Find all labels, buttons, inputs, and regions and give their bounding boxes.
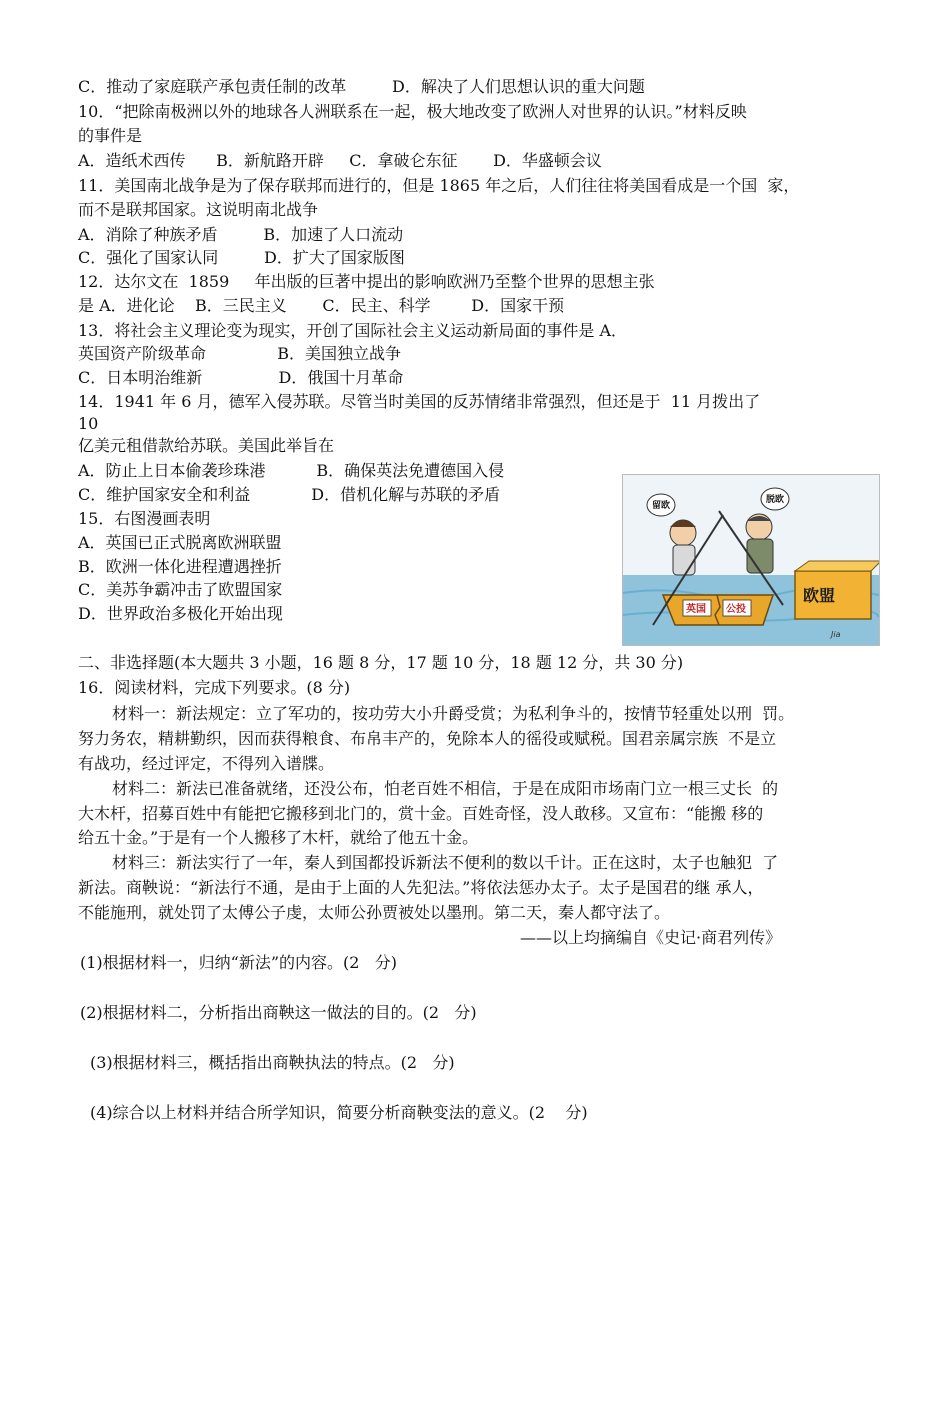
q16-part3: (3)根据材料三，概括指出商鞅执法的特点。(2 分) — [90, 1053, 455, 1072]
bubble-remain: 留欧 — [652, 501, 671, 511]
q13-stem: 13．将社会主义理论变为现实，开创了国际社会主义运动新局面的事件是 A． — [78, 321, 628, 340]
q11-options-ab: A．消除了种族矛盾 B．加速了人口流动 — [78, 225, 404, 244]
q10-options: A．造纸术西传 B．新航路开辟 C．拿破仑东征 D．华盛顿会议 — [78, 151, 602, 170]
material-three-cont2: 不能施刑，就处罚了太傅公子虔，太师公孙贾被处以墨刑。第二天，秦人都守法了。 — [78, 903, 671, 922]
q15-option-a: A．英国已正式脱离欧洲联盟 — [78, 533, 282, 552]
material-two-cont: 大木杆，招募百姓中有能把它搬移到北门的，赏十金。百姓奇怪，没人敢移。又宣布：“能搬 移的 — [78, 804, 764, 823]
q10-stem-cont: 的事件是 — [78, 126, 143, 145]
q14-options-cd: C．维护国家安全和利益 D．借机化解与苏联的矛盾 — [78, 485, 501, 504]
q10-stem: 10．“把除南极洲以外的地球各人洲联系在一起，极大地改变了欧洲人对世界的认识。”材料反映 — [78, 102, 747, 121]
q11-stem-cont: 而不是联邦国家。这说明南北战争 — [78, 200, 319, 219]
q16-part4: (4)综合以上材料并结合所学知识，简要分析商鞅变法的意义。(2 分) — [90, 1103, 588, 1122]
artist-signature: Jia — [831, 630, 841, 639]
q14-stem-cont2: 亿美元租借款给苏联。美国此举旨在 — [78, 436, 335, 455]
material-one-cont: 努力务农，精耕勤织，因而获得粮食、布帛丰产的，免除本人的徭役或赋税。国君亲属宗族 不是立 — [78, 729, 777, 748]
boat-label-referendum: 公投 — [726, 604, 746, 615]
material-one: 材料一：新法规定：立了军功的，按功劳大小升爵受赏；为私利争斗的，按情节轻重处以刑 罚。 — [112, 704, 795, 723]
q16-part2: (2)根据材料二，分析指出商鞅这一做法的目的。(2 分) — [80, 1003, 477, 1022]
q12-stem: 12．达尔文在 1859 年出版的巨著中提出的影响欧洲乃至整个世界的思想主张 — [78, 272, 655, 291]
material-three-cont: 新法。商鞅说：“新法行不通，是由于上面的人先犯法。”将依法惩办太子。太子是国君的继 承人， — [78, 878, 764, 897]
q13-options-cd: C．日本明治维新 D．俄国十月革命 — [78, 368, 404, 387]
eu-box-label: 欧盟 — [803, 586, 836, 605]
material-three: 材料三：新法实行了一年，秦人到国都投诉新法不便利的数以千计。正在这时，太子也触犯 了 — [112, 853, 779, 872]
q16-part1: (1)根据材料一，归纳“新法”的内容。(2 分) — [80, 953, 397, 972]
material-one-cont2: 有战功，经过评定，不得列入谱牒。 — [78, 754, 335, 773]
q11-options-cd: C．强化了国家认同 D．扩大了国家版图 — [78, 248, 405, 267]
boat-label-uk: 英国 — [686, 604, 706, 615]
q15-stem: 15．右图漫画表明 — [78, 509, 211, 528]
brexit-cartoon — [622, 474, 880, 646]
bubble-leave: 脱欧 — [766, 495, 785, 505]
material-source: ——以上均摘编自《史记·商君列传》 — [520, 928, 782, 947]
q15-option-b: B．欧洲一体化进程遭遇挫折 — [78, 557, 282, 576]
material-two-cont2: 给五十金。”于是有一个人搬移了木杆，就给了他五十金。 — [78, 828, 479, 847]
section-two-heading: 二、非选择题(本大题共 3 小题，16 题 8 分，17 题 10 分，18 题 12 分，共 30 分) — [78, 653, 684, 672]
q15-option-d: D．世界政治多极化开始出现 — [78, 604, 283, 623]
q16-heading: 16．阅读材料，完成下列要求。(8 分) — [78, 678, 351, 697]
q11-stem: 11．美国南北战争是为了保存联邦而进行的，但是 1865 年之后，人们往往将美国看成是一个国 家， — [78, 176, 800, 195]
q14-stem-cont: 10 — [78, 414, 99, 433]
q12-options: 是 A．进化论 B．三民主义 C．民主、科学 D．国家干预 — [78, 296, 565, 315]
q9-options-cd: C．推动了家庭联产承包责任制的改革 D．解决了人们思想认识的重大问题 — [78, 77, 645, 96]
q14-stem: 14．1941 年 6 月，德军入侵苏联。尽管当时美国的反苏情绪非常强烈，但还是于 11 月拨出了 — [78, 392, 761, 411]
q13-options-ab: 英国资产阶级革命 B．美国独立战争 — [78, 344, 401, 363]
q15-option-c: C．美苏争霸冲击了欧盟国家 — [78, 580, 283, 599]
q14-options-ab: A．防止上日本偷袭珍珠港 B．确保英法免遭德国入侵 — [78, 461, 505, 480]
material-two: 材料二：新法已准备就绪，还没公布，怕老百姓不相信，于是在成阳市场南门立一根三丈长 的 — [112, 779, 779, 798]
